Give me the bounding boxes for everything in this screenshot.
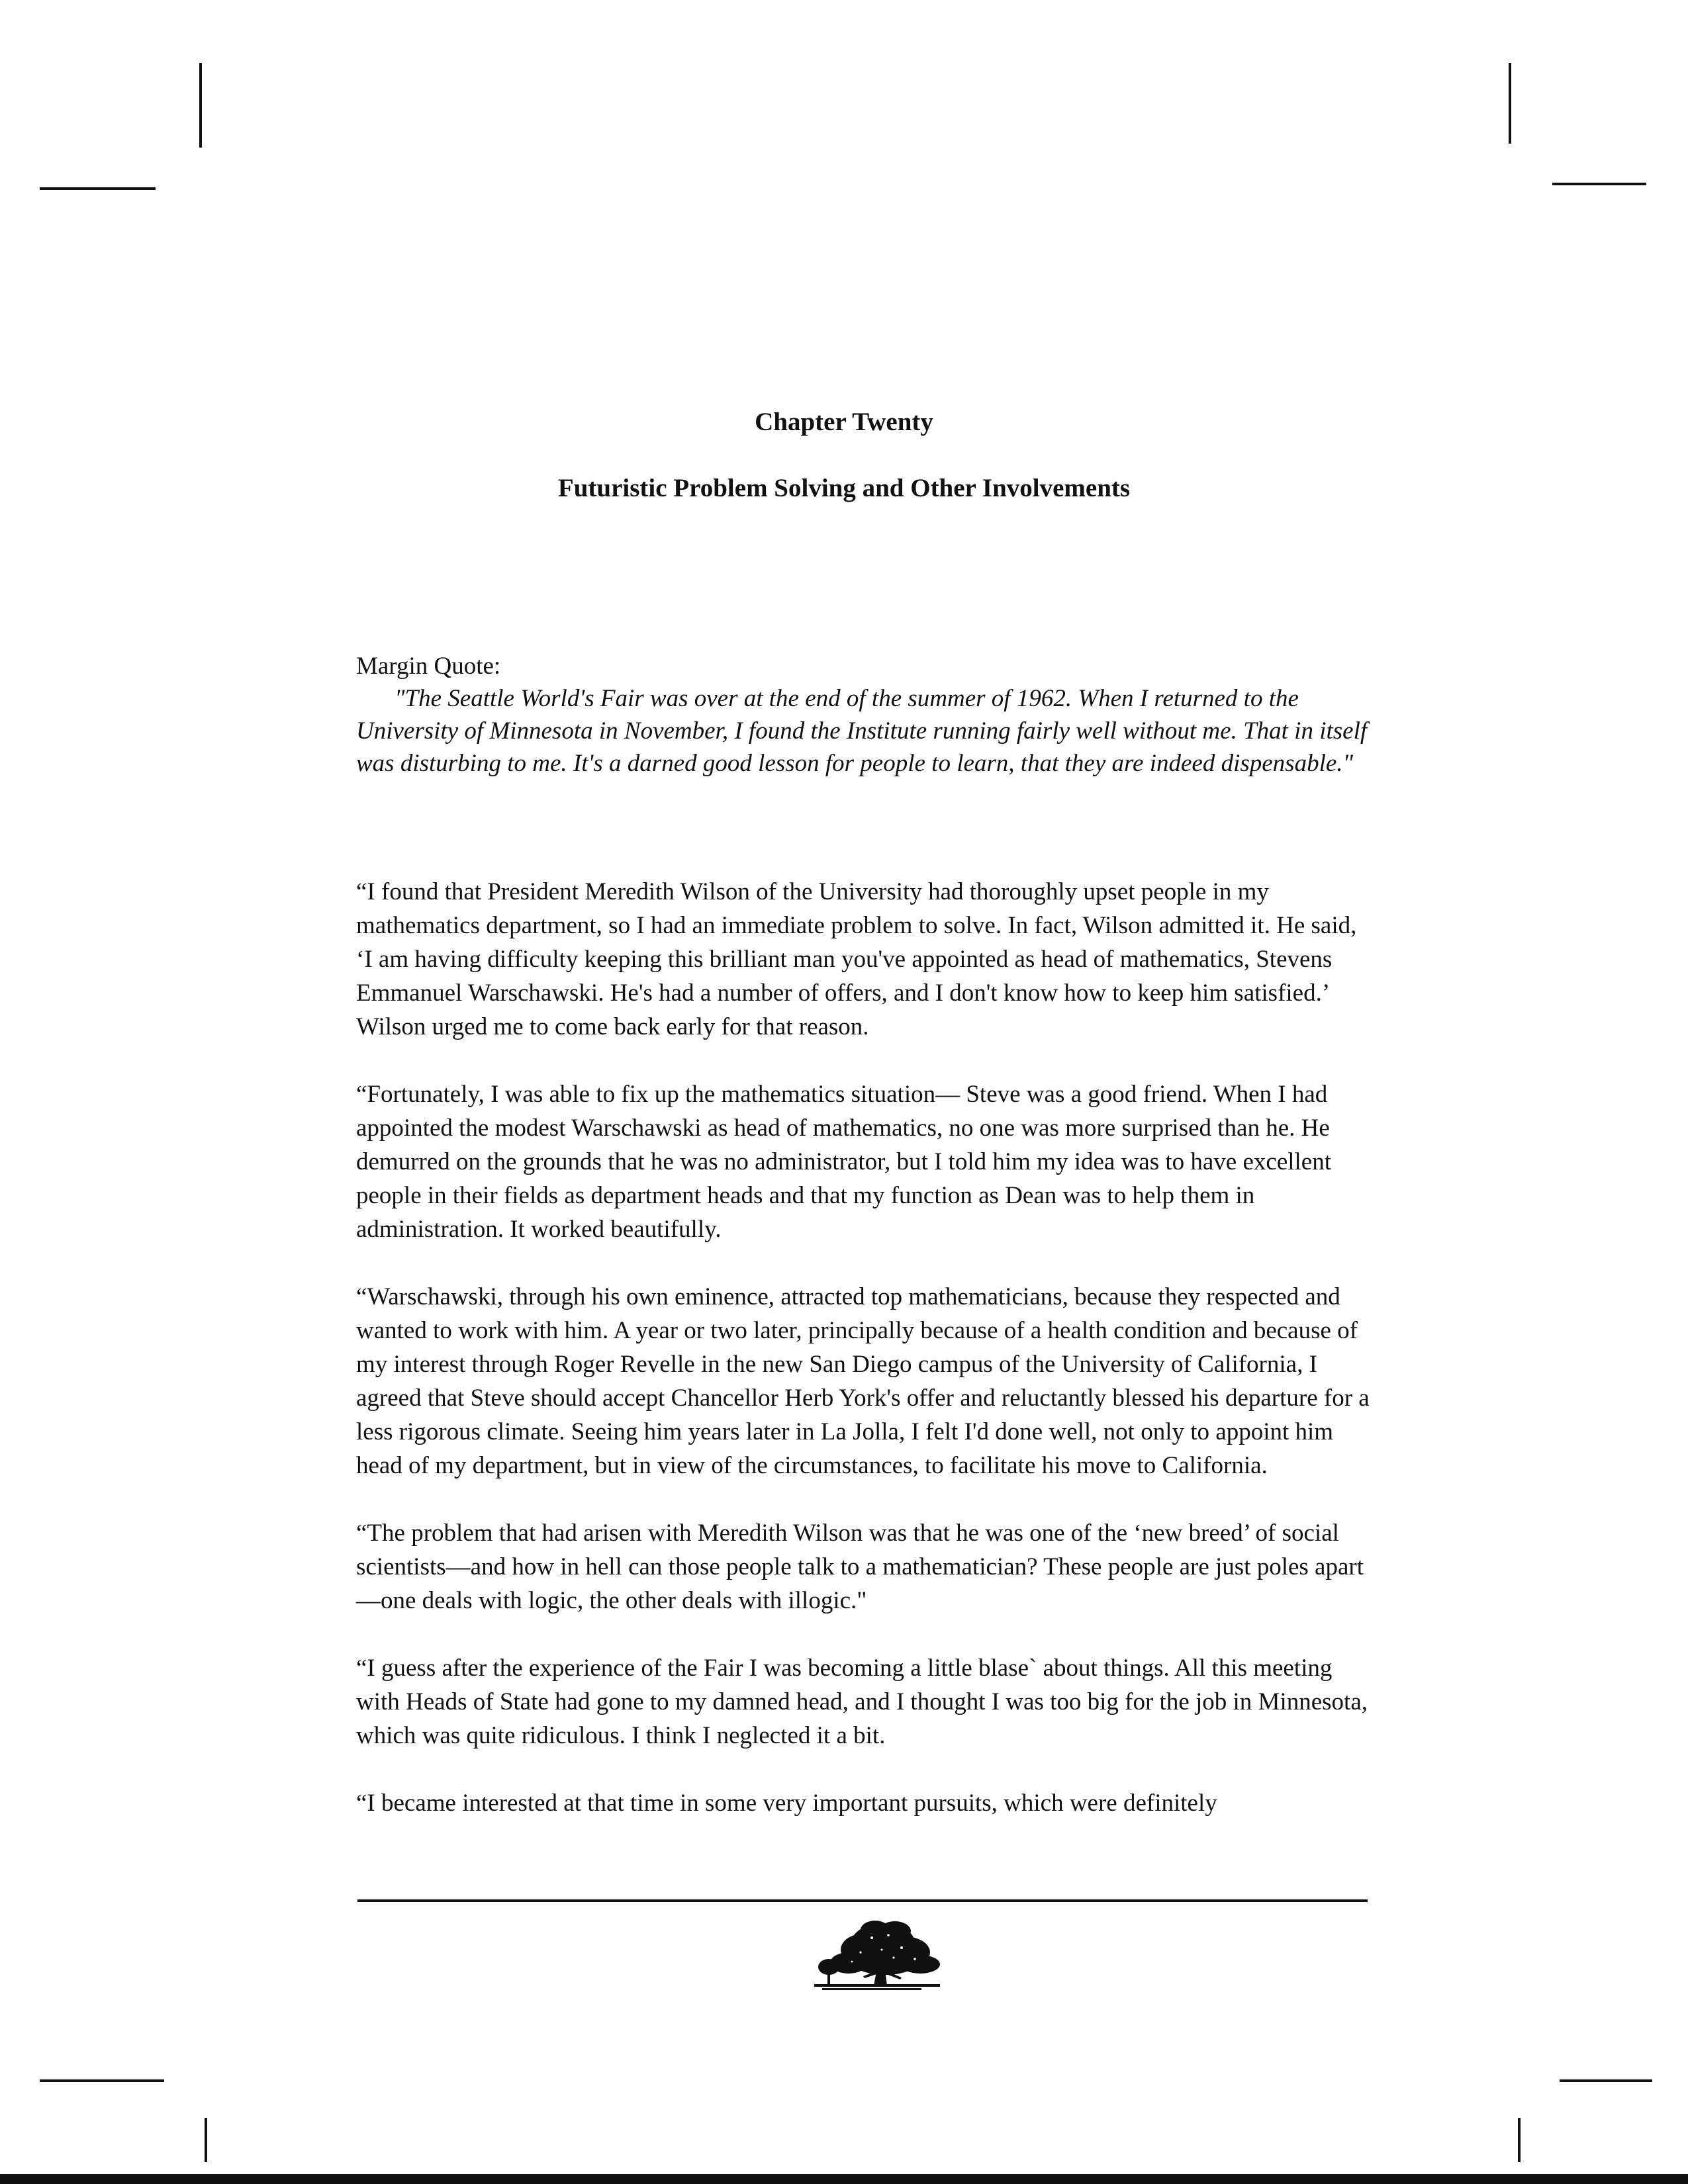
footer-rule: [357, 1899, 1368, 1902]
chapter-subtitle: Futuristic Problem Solving and Other Involvements: [557, 474, 1131, 502]
paragraph: “I guess after the experience of the Fair I was becoming a little blase` about things. All this meeting with Heads of State had gone to my damned head, and I thought I was too big for the job in Minnesota, which was quite ridiculous. I think I neglected it a bit.: [356, 1655, 1368, 1749]
paragraph: “I became interested at that time in some very important pursuits, which were definitely: [356, 1790, 1217, 1817]
oak-tree-logo-icon: [809, 1911, 948, 1997]
paragraph: “The problem that had arisen with Meredith Wilson was that he was one of the ‘new breed’ of social scientists—and how in hell can those people talk to a mathematician? These people are just poles apart—one deals with logic, the other deals with illogic.": [356, 1520, 1364, 1614]
crop-mark-top-left-horizontal: [40, 187, 156, 190]
paragraph: “Warschawski, through his own eminence, attracted top mathematicians, because they respected and wanted to work with him. A year or two later, principally because of a health condition and because of my interest through Roger Revelle in the new San Diego campus of the University of California, I agreed that Steve should accept Chancellor Herb York's offer and reluctantly blessed his departure for a less rigorous climate. Seeing him years later in La Jolla, I felt I'd done well, not only to appoint him head of my department, but in view of the circumstances, to facilitate his move to California.: [356, 1283, 1370, 1479]
crop-mark-bottom-right-vertical: [1518, 2118, 1521, 2162]
margin-quote: [356, 650, 1376, 780]
paragraph: “Fortunately, I was able to fix up the mathematics situation— Steve was a good friend. When I had appointed the modest Warschawski as head of mathematics, no one was more surprised than he. He demurred on the grounds that he was no administrator, but I told him my idea was to have excellent people in their fields as department heads and that my function as Dean was to help them in administration. It worked beautifully.: [356, 1081, 1332, 1243]
crop-mark-top-right-horizontal: [1552, 183, 1646, 185]
paragraph: “I found that President Meredith Wilson of the University had thoroughly upset people in my mathematics department, so I had an immediate problem to solve. In fact, Wilson admitted it. He said, ‘I am having difficulty keeping this brilliant man you've appointed as head of mathematics, Stevens Emmanuel Warschawski. He's had a number of offers, and I don't know how to keep him satisfied.’ Wilson urged me to come back early for that reason.: [356, 878, 1357, 1040]
margin-quote-text: "The Seattle World's Fair was over at the end of the summer of 1962. When I returned to the University of Minnesota in November, I found the Institute running fairly well without me. That in itself was disturbing to me. It's a darned good lesson for people to learn, that they are indeed dispensable.": [356, 685, 1368, 777]
crop-mark-top-right-vertical: [1509, 63, 1511, 144]
crop-mark-bottom-left-vertical: [205, 2118, 207, 2162]
crop-mark-top-left-vertical: [199, 63, 202, 148]
scan-bottom-edge: [0, 2174, 1688, 2184]
crop-mark-bottom-left-horizontal: [40, 2079, 164, 2082]
chapter-title: Chapter Twenty: [755, 408, 933, 436]
margin-quote-label: Margin Quote:: [356, 653, 501, 680]
body-text: [356, 875, 1376, 1820]
crop-mark-bottom-right-horizontal: [1560, 2079, 1652, 2082]
